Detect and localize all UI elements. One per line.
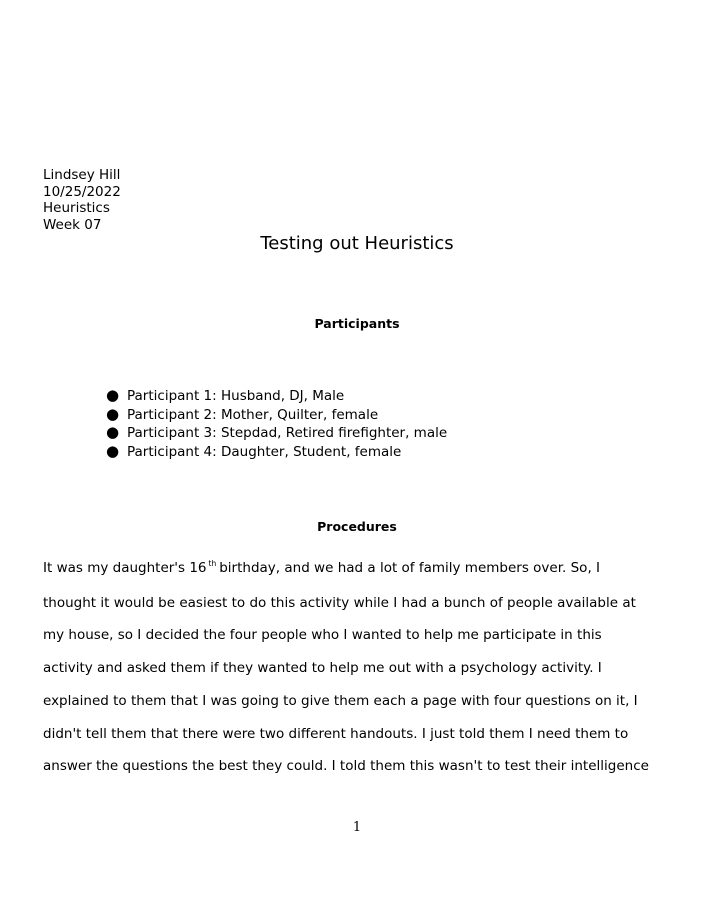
list-item xyxy=(106,386,447,405)
line-text: birthday, and we had a lot of family members over. So, I xyxy=(219,560,601,576)
bullet-icon: ● xyxy=(106,404,120,423)
ordinal-superscript: th xyxy=(208,559,217,568)
document-date: 10/25/2022 xyxy=(43,183,121,200)
procedures-heading: Procedures xyxy=(317,519,397,534)
document-title: Testing out Heuristics xyxy=(260,233,454,254)
bullet-icon: ● xyxy=(106,423,120,442)
bullet-icon: ● xyxy=(106,386,120,404)
participant-text: Participant 2: Mother, Quilter, female xyxy=(127,406,379,423)
document-header xyxy=(43,167,121,233)
paragraph-line: explained to them that I was going to give them each a page with four questions on it, I xyxy=(43,692,638,709)
participants-heading: Participants xyxy=(314,316,400,331)
author-name: Lindsey Hill xyxy=(43,167,121,183)
participant-list xyxy=(106,386,447,461)
week-label: Week 07 xyxy=(43,216,102,233)
paragraph-line: didn't tell them that there were two different handouts. I just told them I need them to xyxy=(43,725,629,742)
page-number: 1 xyxy=(352,820,362,835)
participant-text: Participant 4: Daughter, Student, female xyxy=(127,444,402,461)
paragraph-line: activity and asked them if they wanted to help me out with a psychology activity. I xyxy=(43,660,602,677)
paragraph-line: thought it would be easiest to do this activity while I had a bunch of people available at xyxy=(43,594,636,611)
paragraph-line: answer the questions the best they could. I told them this wasn't to test their intelligence xyxy=(43,758,649,775)
bullet-icon: ● xyxy=(106,442,120,461)
line-text: It was my daughter's 16 xyxy=(43,560,207,576)
paragraph-line xyxy=(43,552,693,587)
paragraph-line: my house, so I decided the four people who I wanted to help me participate in this xyxy=(43,627,602,644)
procedures-paragraph xyxy=(43,552,693,783)
list-item xyxy=(106,423,447,442)
list-item xyxy=(106,442,447,461)
participant-text: Participant 1: Husband, DJ, Male xyxy=(127,388,345,404)
list-item xyxy=(106,405,447,424)
course-name: Heuristics xyxy=(43,200,110,216)
participant-text: Participant 3: Stepdad, Retired firefighter, male xyxy=(127,425,448,442)
